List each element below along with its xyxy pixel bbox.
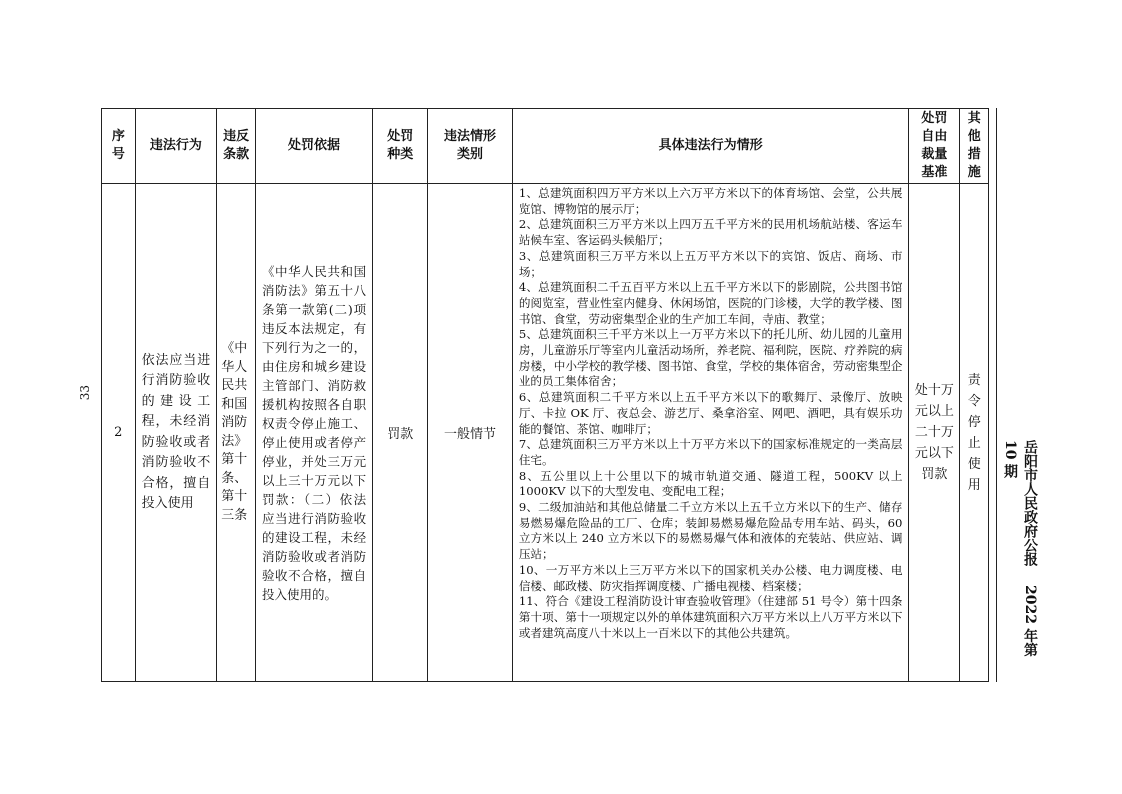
penalty-table [101, 108, 989, 682]
detail-item: 1、总建筑面积四万平方米以上六万平方米以下的体育场馆、会堂，公共展览馆、博物馆的展示厅； [518, 186, 903, 216]
col-header-article: 违反条款 [217, 109, 256, 184]
col-header-category: 违法情形类别 [428, 109, 513, 184]
detail-item: 10、一万平方米以上三万平方米以下的国家机关办公楼、电力调度楼、电信楼、邮政楼、防灾指挥调度楼、广播电视楼、档案楼； [518, 562, 903, 593]
page-number: 33 [78, 385, 92, 401]
row-penalty-type: 罚款 [373, 184, 428, 682]
col-header-details: 具体违法行为情形 [512, 109, 909, 184]
row-category: 一般情节 [428, 184, 513, 682]
running-header [1000, 440, 1040, 680]
row-action: 依法应当进行消防验收的建设工程，未经消防验收或者消防验收不合格，擅自投入使用 [135, 184, 217, 682]
col-header-action: 违法行为 [135, 109, 217, 184]
table-row [102, 184, 989, 682]
detail-item: 4、总建筑面积二千五百平方米以上五千平方米以下的影剧院，公共图书馆的阅览室，营业性室内健身、休闲场馆，医院的门诊楼，大学的教学楼、图书馆、食堂，劳动密集型企业的生产加工车间，寺庙、教堂； [518, 280, 903, 326]
detail-item: 8、五公里以上十公里以下的城市轨道交通、隧道工程，500KV 以上 1000KV 以下的大型发电、变配电工程； [518, 468, 903, 499]
detail-item: 9、二级加油站和其他总储量二千立方米以上五千立方米以下的生产、储存易燃易爆危险品的工厂、仓库；装卸易燃易爆危险品专用车站、码头，60 立方米以上 240 立方米以下的易燃易爆气体和液体的充装站、供应站、调压站； [518, 500, 903, 562]
row-seq: 2 [102, 184, 136, 682]
table-header-row [102, 109, 989, 184]
row-other-measures: 责令停止使用 [960, 184, 989, 682]
detail-item: 2、总建筑面积三万平方米以上四万五千平方米的民用机场航站楼、客运车站候车室、客运码头候船厅； [518, 217, 903, 248]
side-divider [996, 108, 997, 682]
col-header-discretion: 处罚自由裁量基准 [909, 109, 960, 184]
row-details [512, 184, 909, 682]
issue-label: 2022 年第 10 期 [1002, 440, 1038, 657]
col-header-penalty-type: 处罚种类 [373, 109, 428, 184]
col-header-seq: 序号 [102, 109, 136, 184]
detail-item: 5、总建筑面积三千平方米以上一万平方米以下的托儿所、幼儿园的儿童用房，儿童游乐厅等室内儿童活动场所，养老院、福利院，医院、疗养院的病房楼，中小学校的教学楼、图书馆、食堂，学校的集体宿舍，劳动密集型企业的员工集体宿舍； [518, 327, 903, 389]
detail-item: 7、总建筑面积三万平方米以上十万平方米以下的国家标准规定的一类高层住宅。 [518, 437, 903, 467]
col-header-basis: 处罚依据 [255, 109, 372, 184]
gazette-title: 岳阳市人民政府公报 [1022, 440, 1038, 566]
row-basis: 《中华人民共和国消防法》第五十八条第一款第(二)项 违反本法规定，有下列行为之一的，由住房和城乡建设主管部门、消防救援机构按照各自职权责令停止施工、停止使用或者停产停业，并处三万元以上三十万元以下罚款：（二）依法应当进行消防验收的建设工程，未经消防验收或者消防验收不合格，擅自投入使用的。 [255, 184, 372, 682]
col-header-other: 其他措施 [960, 109, 989, 184]
detail-item: 6、总建筑面积二千平方米以上五千平方米以下的歌舞厅、录像厅、放映厅、卡拉 OK 厅、夜总会、游艺厅、桑拿浴室、网吧、酒吧，具有娱乐功能的餐馆、茶馆、咖啡厅； [518, 390, 903, 436]
detail-item: 11、符合《建设工程消防设计审查验收管理》（住建部 51 号令）第十四条第十项、第十一项规定以外的单体建筑面积六万平方米以上八万平方米以下或者建筑高度八十米以上一百米以下的其他公共建筑。 [518, 594, 903, 640]
row-discretion: 处十万元以上二十万元以下罚款 [909, 184, 960, 682]
detail-item: 3、总建筑面积三万平方米以上五万平方米以下的宾馆、饭店、商场、市场； [518, 248, 903, 279]
row-article: 《中华人民共和国消防法》第十条、第十三条 [217, 184, 256, 682]
